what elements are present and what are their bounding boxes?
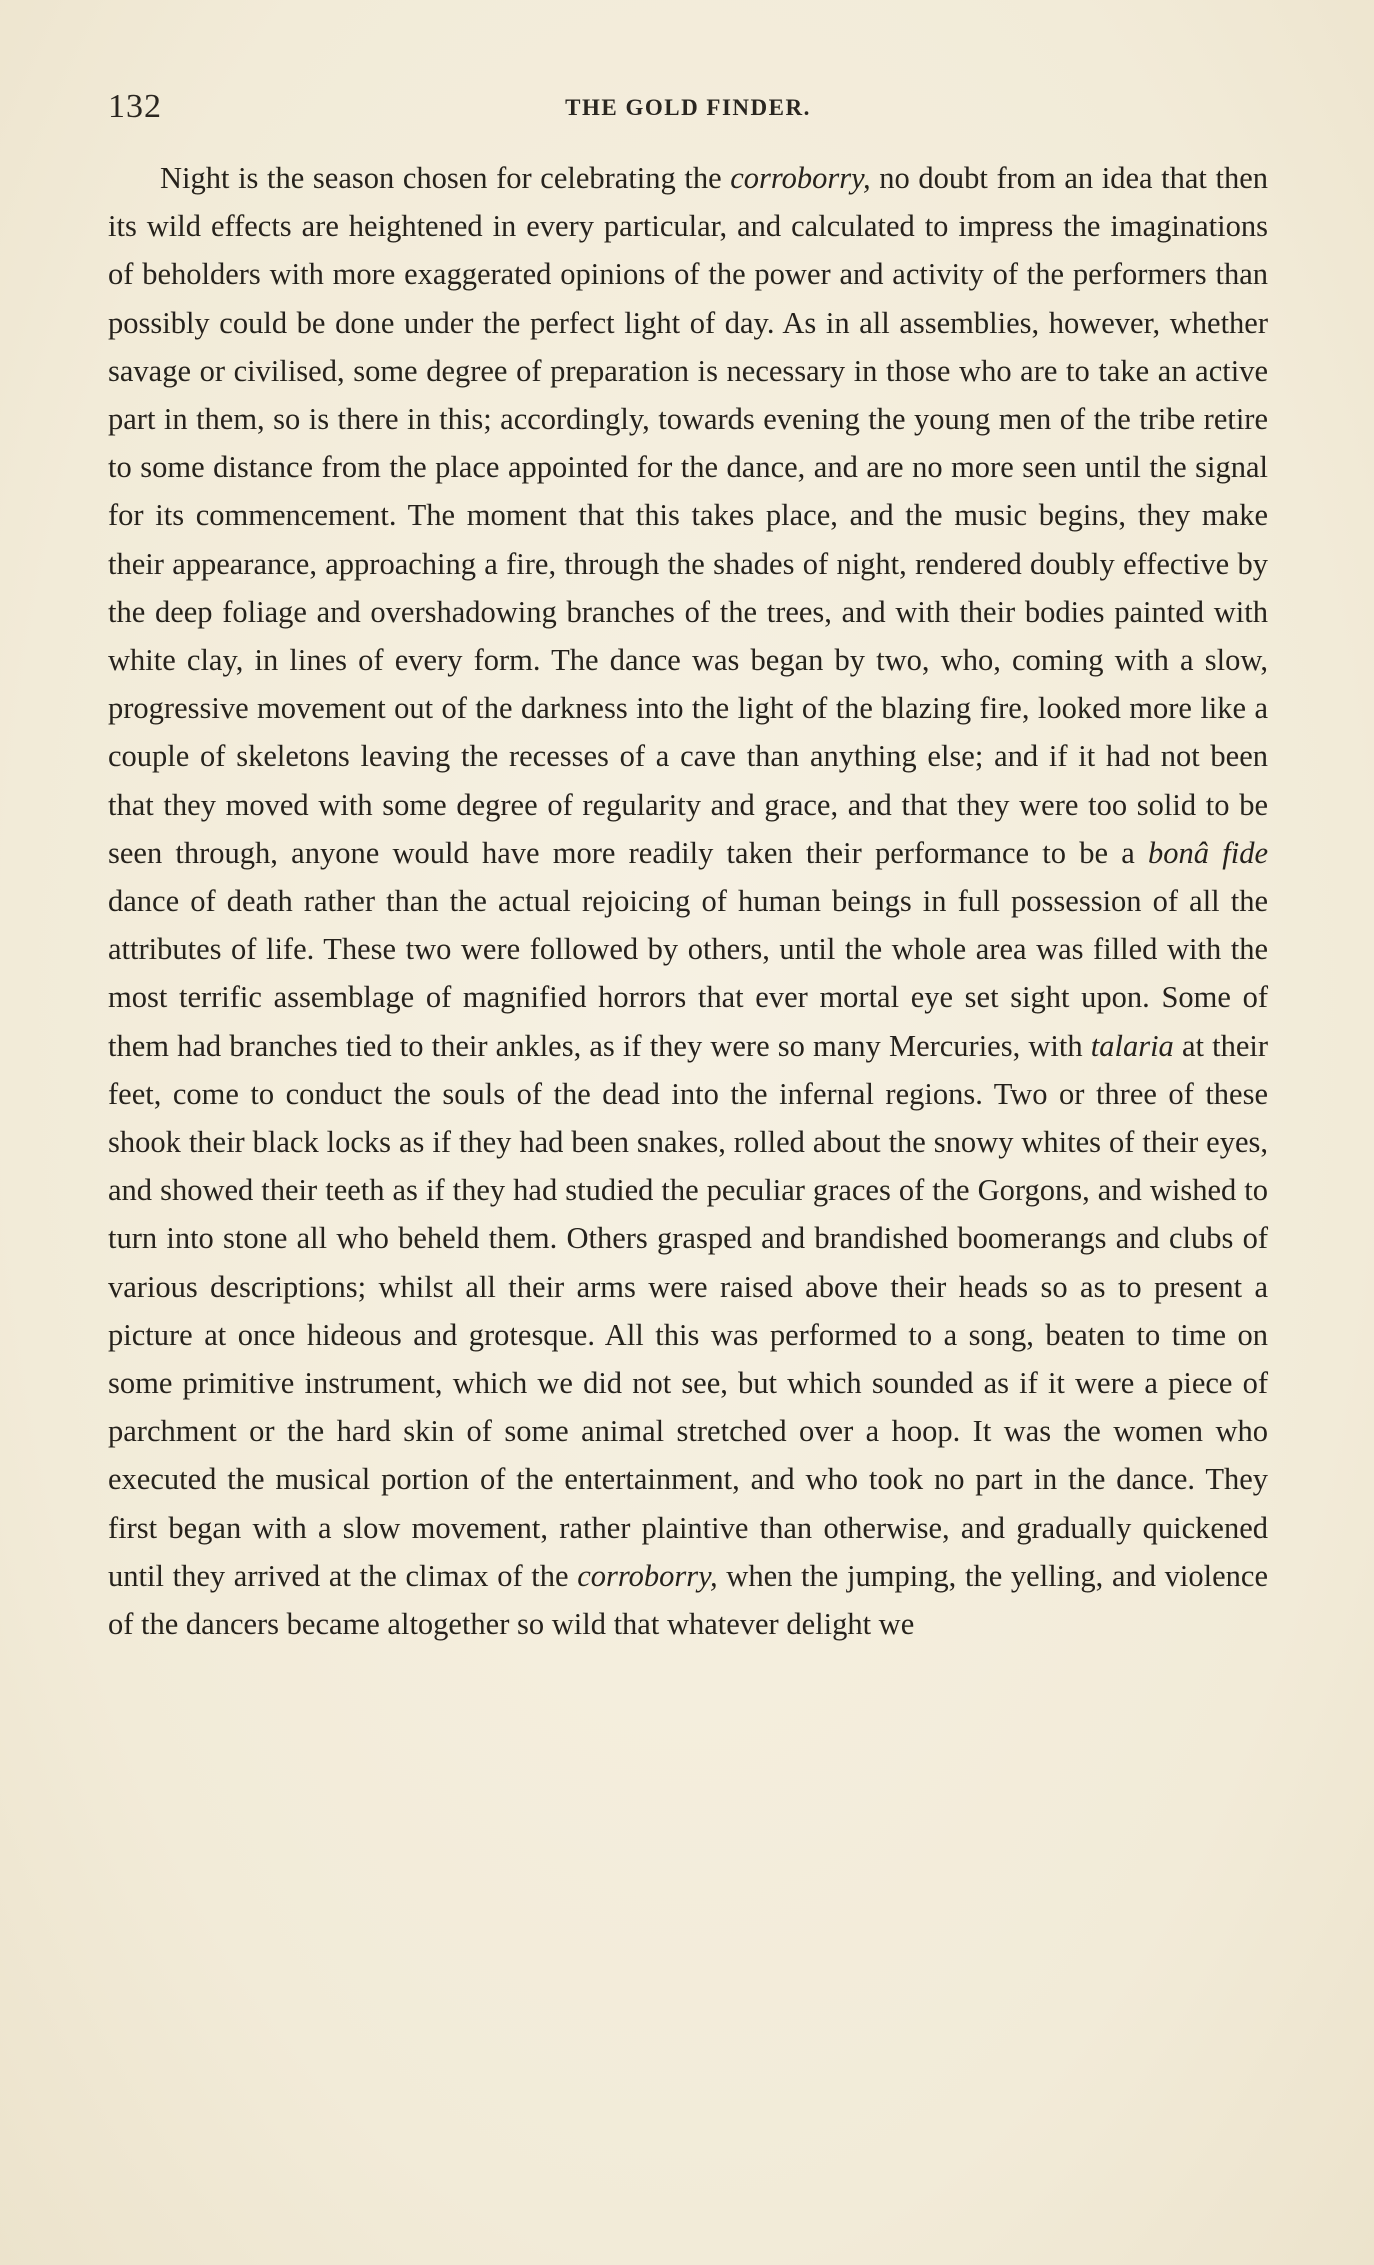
italic-term: bonâ fide <box>1148 835 1268 870</box>
text-segment: dance of death rather than the actual rejoicing of human beings in full possession of all the attributes of life. These two were followed by others, until the whole area was filled with the most terrific assemblage of magnified horrors that ever mortal eye set sight upon. Some of them had branches tied to their ankles, as if they were so many Mercuries, with <box>108 884 1268 1063</box>
text-segment: at their feet, come to conduct the souls of the dead into the infernal regions. Two or three of these shook their black locks as if they had been snakes, rolled about the snowy whites of their eyes, and showed their teeth as if they had studied the peculiar graces of the Gorgons, and wished to turn into stone all who beheld them. Others grasped and brandished boomerangs and clubs of various descriptions; whilst all their arms were raised above their heads so as to present a picture at once hideous and grotesque. All this was performed to a song, beaten to time on some primitive instrument, which we did not see, but which sounded as if it were a piece of parchment or the hard skin of some animal stretched over a hoop. It was the women who executed the musical portion of the entertainment, and who took no part in the dance. They first began with a slow movement, rather plaintive than otherwise, and gradually quickened until they arrived at the climax of the <box>108 1028 1269 1593</box>
body-paragraph <box>108 154 1268 1648</box>
page-number: 132 <box>108 88 162 125</box>
running-title: THE GOLD FINDER. <box>565 95 811 120</box>
italic-term: corroborry, <box>577 1558 718 1593</box>
italic-term: talaria <box>1090 1028 1174 1063</box>
running-head <box>108 88 1268 128</box>
text-segment: no doubt from an idea that then its wild effects are heightened in every particular, and calculated to impress the imaginations of beholders with more exaggerated opinions of the power and activity of the performers than possibly could be done under the perfect light of day. As in all assemblies, however, whether savage or civilised, some degree of preparation is necessary in those who are to take an active part in them, so is there in this; accordingly, towards evening the young men of the tribe retire to some distance from the place appointed for the dance, and are no more seen until the signal for its commencement. The moment that this takes place, and the music begins, they make their appearance, approaching a fire, through the shades of night, rendered doubly effective by the deep foliage and overshadowing branches of the trees, and with their bodies painted with white clay, in lines of every form. The dance was began by two, who, coming with a slow, progressive movement out of the darkness into the light of the blazing fire, looked more like a couple of skeletons leaving the recesses of a cave than anything else; and if it had not been that they moved with some degree of regularity and grace, and that they were too solid to be seen through, anyone would have more readily taken their performance to be a <box>108 161 1268 870</box>
italic-term: corroborry, <box>730 161 871 195</box>
text-segment: Night is the season chosen for celebrating the <box>160 161 731 195</box>
text-segment: when the jumping, the yelling, and violence of the dancers became altogether so wild that whatever delight we <box>108 1558 1268 1642</box>
